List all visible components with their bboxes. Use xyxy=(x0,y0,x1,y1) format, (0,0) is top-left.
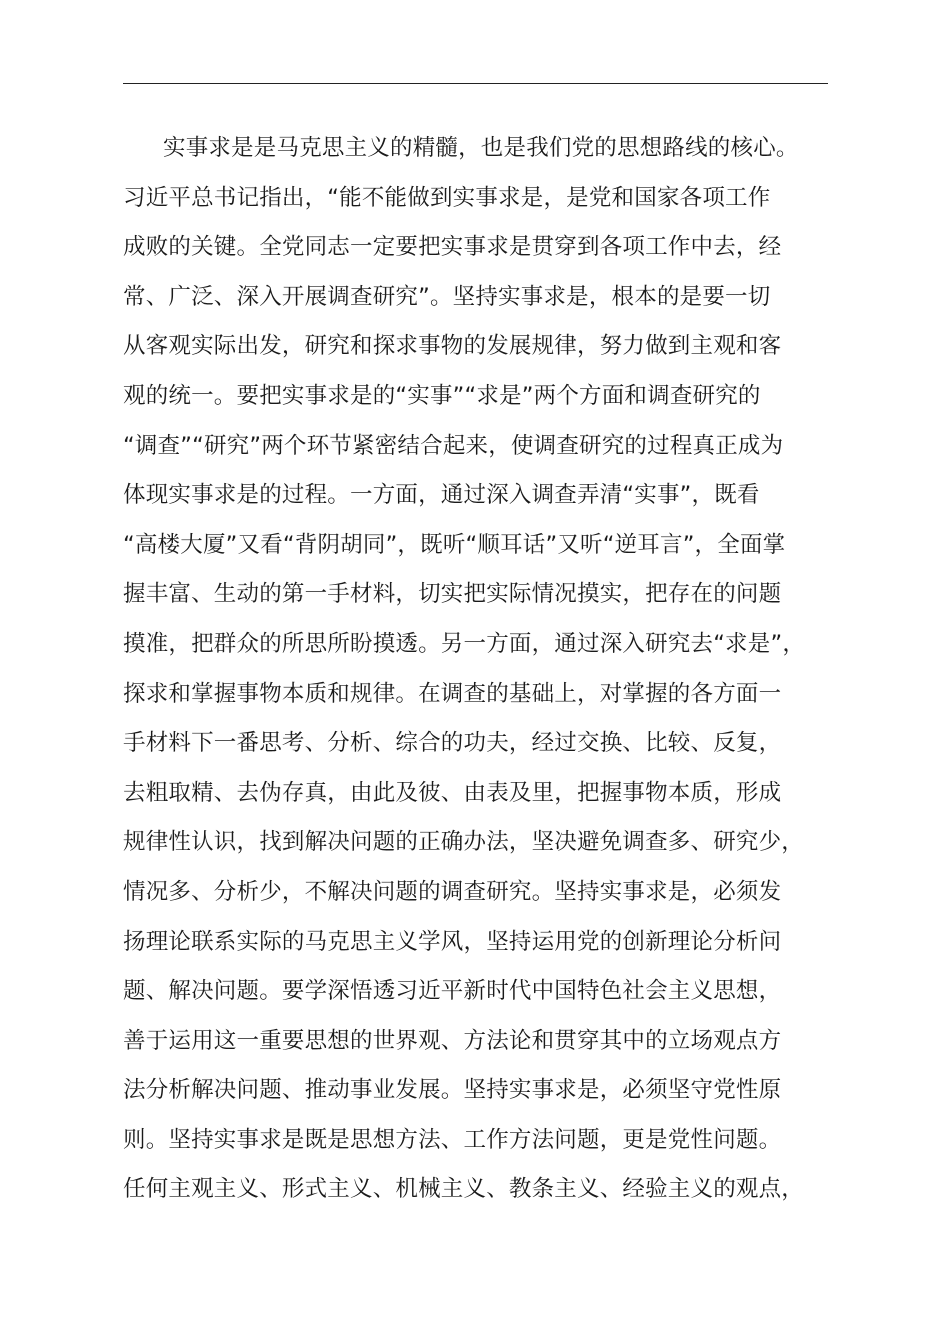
text-line: “高楼大厦”又看“背阴胡同”，既听“顺耳话”又听“逆耳言”，全面掌 xyxy=(123,531,786,558)
text-line: 情况多、分析少，不解决问题的调查研究。坚持实事求是，必须发 xyxy=(123,878,782,905)
text-line: 则。坚持实事求是既是思想方法、工作方法问题，更是党性问题。 xyxy=(123,1126,782,1153)
body-paragraph xyxy=(123,124,843,1215)
text-line: 成败的关键。全党同志一定要把实事求是贯穿到各项工作中去，经 xyxy=(123,234,782,261)
header-rule xyxy=(123,83,828,84)
text-line: “调查”“研究”两个环节紧密结合起来，使调查研究的过程真正成为 xyxy=(123,432,784,459)
text-line: 去粗取精、去伪存真，由此及彼、由表及里，把握事物本质，形成 xyxy=(123,779,782,806)
text-line: 从客观实际出发，研究和探求事物的发展规律，努力做到主观和客 xyxy=(123,333,782,360)
text-line: 常、广泛、深入开展调查研究”。坚持实事求是，根本的是要一切 xyxy=(123,283,771,310)
text-line: 任何主观主义、形式主义、机械主义、教条主义、经验主义的观点， xyxy=(123,1176,805,1203)
text-line: 摸准，把群众的所思所盼摸透。另一方面，通过深入研究去“求是”， xyxy=(123,630,806,657)
text-line: 法分析解决问题、推动事业发展。坚持实事求是，必须坚守党性原 xyxy=(123,1077,782,1104)
text-line: 探求和掌握事物本质和规律。在调查的基础上，对掌握的各方面一 xyxy=(123,680,782,707)
text-line: 体现实事求是的过程。一方面，通过深入调查弄清“实事”，既看 xyxy=(123,482,760,509)
text-line: 题、解决问题。要学深悟透习近平新时代中国特色社会主义思想， xyxy=(123,978,782,1005)
text-line: 手材料下一番思考、分析、综合的功夫，经过交换、比较、反复， xyxy=(123,730,782,757)
text-line: 规律性认识，找到解决问题的正确办法，坚决避免调查多、研究少， xyxy=(123,829,805,856)
text-line: 善于运用这一重要思想的世界观、方法论和贯穿其中的立场观点方 xyxy=(123,1027,782,1054)
text-line: 观的统一。要把实事求是的“实事”“求是”两个方面和调查研究的 xyxy=(123,382,761,409)
text-line: 扬理论联系实际的马克思主义学风，坚持运用党的创新理论分析问 xyxy=(123,928,782,955)
text-line: 习近平总书记指出，“能不能做到实事求是，是党和国家各项工作 xyxy=(123,184,771,211)
text-line: 实事求是是马克思主义的精髓，也是我们党的思想路线的核心。 xyxy=(163,135,799,161)
text-line: 握丰富、生动的第一手材料，切实把实际情况摸实，把存在的问题 xyxy=(123,581,782,608)
